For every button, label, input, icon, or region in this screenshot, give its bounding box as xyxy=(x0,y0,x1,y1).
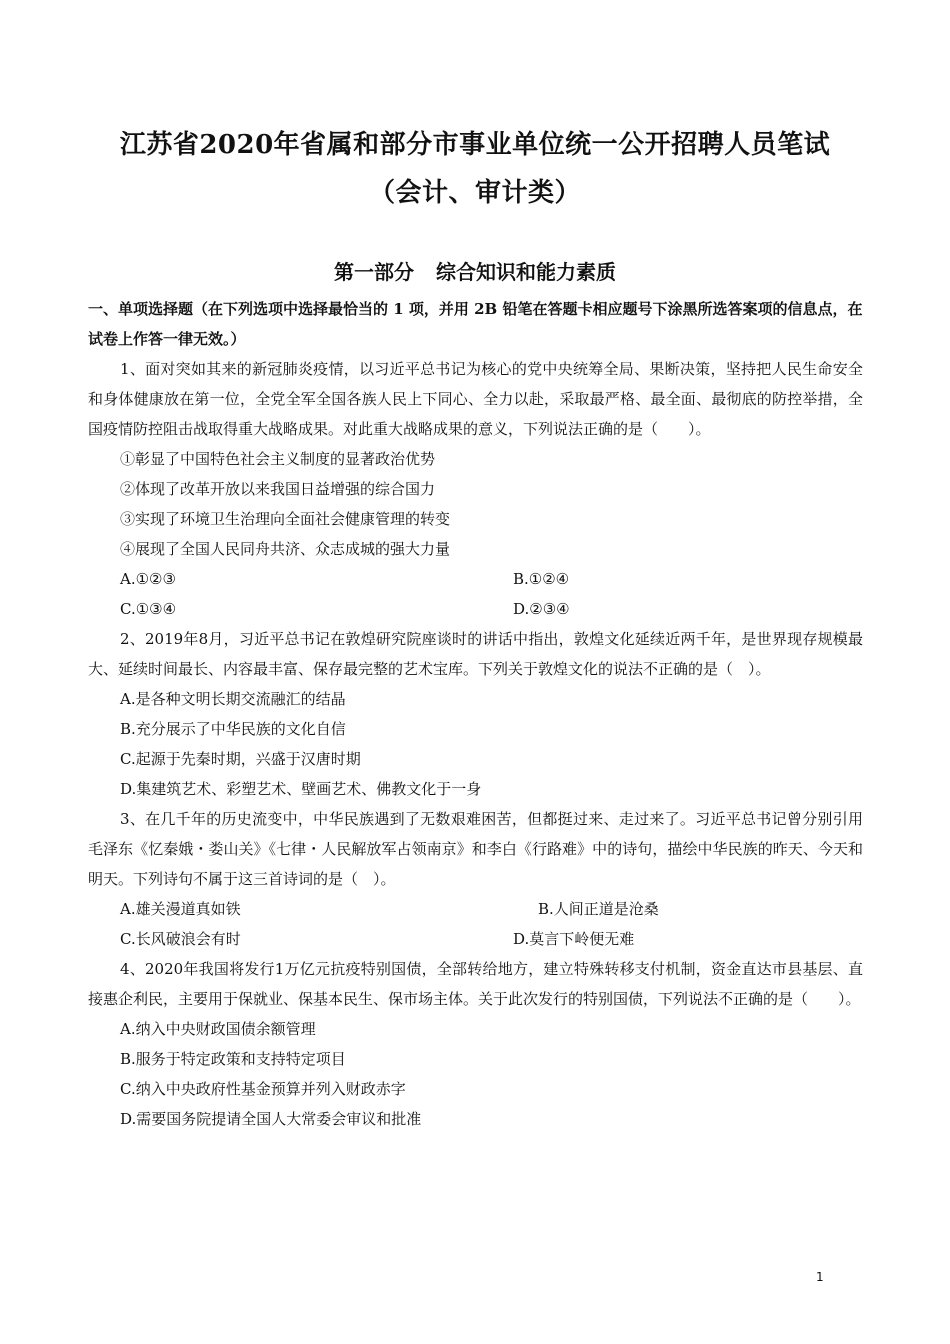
question-4-stem: 4、2020年我国将发行1万亿元抗疫特别国债，全部转给地方，建立特殊转移支付机制，资金直达市县基层、直接惠企利民，主要用于保就业、保基本民生、保市场主体。关于此次发行的特别国债，下列说法不正确的是（ ）。 xyxy=(88,960,863,1008)
question-3-option-c: C.长风破浪会有时 xyxy=(120,930,241,948)
exam-title: 江苏省2020年省属和部分市事业单位统一公开招聘人员笔试 xyxy=(119,130,831,160)
question-1-statement: ②体现了改革开放以来我国日益增强的综合国力 xyxy=(120,480,436,498)
question-1-statement: ④展现了全国人民同舟共济、众志成城的强大力量 xyxy=(120,540,451,558)
question-3-stem: 3、在几千年的历史流变中，中华民族遇到了无数艰难困苦，但都挺过来、走过来了。习近平总书记曾分别引用毛泽东《忆秦娥・娄山关》《七律・人民解放军占领南京》和李白《行路难》中的诗句，描绘中华民族的昨天、今天和明天。下列诗句不属于这三首诗词的是（ ）。 xyxy=(88,810,863,888)
question-4-option-d: D.需要国务院提请全国人大常委会审议和批准 xyxy=(120,1110,422,1128)
question-2-option-d: D.集建筑艺术、彩塑艺术、壁画艺术、佛教文化于一身 xyxy=(120,780,482,798)
question-3-option-b: B.人间正道是沧桑 xyxy=(538,900,659,918)
question-1-stem: 1、面对突如其来的新冠肺炎疫情，以习近平总书记为核心的党中央统筹全局、果断决策，坚持把人民生命安全和身体健康放在第一位，全党全军全国各族人民上下同心、全力以赴，采取最严格、最全面、最彻底的防控举措，全国疫情防控阻击战取得重大战略成果。对此重大战略成果的意义，下列说法正确的是（ ）。 xyxy=(88,360,863,438)
question-1-option-c: C.①③④ xyxy=(120,600,177,618)
question-2-option-a: A.是各种文明长期交流融汇的结晶 xyxy=(120,690,346,708)
question-1-option-d: D.②③④ xyxy=(513,600,570,618)
part-name: 第一部分 xyxy=(334,260,414,284)
question-2-stem: 2、2019年8月，习近平总书记在敦煌研究院座谈时的讲话中指出，敦煌文化延续近两千年，是世界现存规模最大、延续时间最长、内容最丰富、保存最完整的艺术宝库。下列关于敦煌文化的说法不正确的是（ ）。 xyxy=(88,630,863,678)
question-3-options-row xyxy=(88,924,863,954)
question-2-option-b: B.充分展示了中华民族的文化自信 xyxy=(120,720,346,738)
questions-body xyxy=(88,354,863,1134)
question-2-option-c: C.起源于先秦时期，兴盛于汉唐时期 xyxy=(120,750,361,768)
part-heading xyxy=(0,256,950,285)
question-3-option-a: A.雄关漫道真如铁 xyxy=(120,900,241,918)
question-4-option-c: C.纳入中央政府性基金预算并列入财政赤字 xyxy=(120,1080,406,1098)
question-3-options-row xyxy=(88,894,863,924)
question-1-options-row xyxy=(88,564,863,594)
question-1-option-a: A.①②③ xyxy=(120,570,176,588)
question-1-statement: ①彰显了中国特色社会主义制度的显著政治优势 xyxy=(120,450,436,468)
question-1-options-row xyxy=(88,594,863,624)
section-heading: 一、单项选择题（在下列选项中选择最恰当的 1 项，并用 2B 铅笔在答题卡相应题号下涂黑所选答案项的信息点，在试卷上作答一律无效。） xyxy=(88,300,863,348)
page-number: 1 xyxy=(816,1270,824,1284)
question-1-option-b: B.①②④ xyxy=(513,570,570,588)
question-4-option-a: A.纳入中央财政国债余额管理 xyxy=(120,1020,316,1038)
question-1-statement: ③实现了环境卫生治理向全面社会健康管理的转变 xyxy=(120,510,451,528)
question-4-option-b: B.服务于特定政策和支持特定项目 xyxy=(120,1050,346,1068)
part-subtitle: 综合知识和能力素质 xyxy=(436,260,616,284)
exam-subtitle: （会计、审计类） xyxy=(368,178,581,208)
question-3-option-d: D.莫言下岭便无难 xyxy=(513,930,635,948)
